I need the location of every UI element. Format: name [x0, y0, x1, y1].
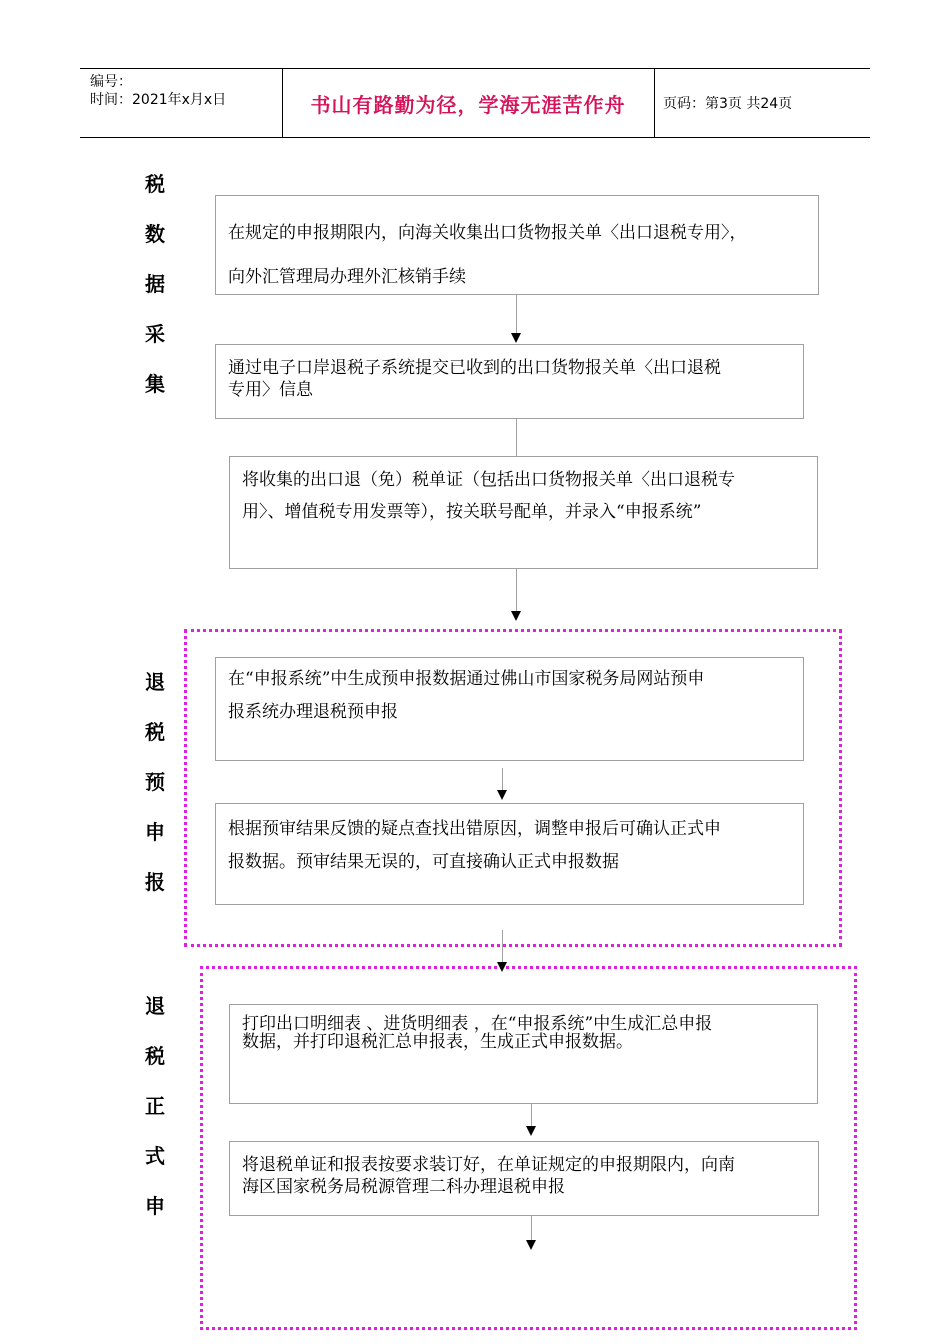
connector-line — [502, 930, 503, 962]
label-char: 据 — [145, 272, 165, 296]
step-text: 通过电子口岸退税子系统提交已收到的出口货物报关单〈出口退税 — [228, 358, 721, 378]
step-text: 向外汇管理局办理外汇核销手续 — [228, 267, 466, 287]
label-char: 税 — [145, 720, 165, 744]
arrow-down-icon — [497, 790, 507, 800]
step-text: 将退税单证和报表按要求装订好，在单证规定的申报期限内，向南 — [242, 1155, 735, 1175]
connector-line — [516, 295, 517, 333]
step-text: 根据预审结果反馈的疑点查找出错原因，调整申报后可确认正式申 — [228, 819, 721, 839]
label-char: 正 — [145, 1094, 165, 1118]
header-meta — [80, 69, 283, 137]
header-motto: 书山有路勤为径，学海无涯苦作舟 — [310, 92, 626, 117]
header-page-info: 页码：第3页 共24页 — [663, 96, 793, 112]
label-char: 税 — [145, 172, 165, 196]
label-char: 数 — [145, 222, 165, 246]
label-char: 报 — [145, 870, 165, 894]
arrow-down-icon — [511, 611, 521, 621]
step-box-collect-docs — [215, 195, 819, 295]
label-char: 预 — [145, 770, 165, 794]
label-char: 式 — [145, 1144, 165, 1168]
step-box-adjust-confirm — [215, 803, 804, 905]
page-header — [80, 68, 870, 138]
step-text: 专用〉信息 — [228, 380, 313, 400]
step-text: 在规定的申报期限内，向海关收集出口货物报关单〈出口退税专用〉， — [228, 223, 747, 243]
step-box-pre-report — [215, 657, 804, 761]
step-text: 报系统办理退税预申报 — [228, 702, 398, 722]
arrow-down-icon — [526, 1240, 536, 1250]
label-data-collection — [140, 172, 170, 422]
arrow-down-icon — [526, 1126, 536, 1136]
step-text: 数据，并打印退税汇总申报表，生成正式申报数据。 — [242, 1032, 633, 1052]
step-box-print-summary — [229, 1004, 818, 1104]
connector-line — [502, 768, 503, 790]
step-text: 在“申报系统”中生成预申报数据通过佛山市国家税务局网站预申 — [228, 669, 705, 689]
header-page-cell — [655, 69, 870, 137]
step-text: 将收集的出口退（免）税单证（包括出口货物报关单〈出口退税专 — [242, 470, 735, 490]
step-box-submit-port — [215, 344, 804, 419]
step-box-submit-formal — [229, 1141, 819, 1216]
label-char: 退 — [145, 994, 165, 1018]
label-char: 退 — [145, 670, 165, 694]
label-char: 采 — [145, 322, 165, 346]
header-number: 编号： — [90, 74, 132, 90]
connector-line — [531, 1104, 532, 1126]
label-pre-report — [140, 670, 170, 920]
connector-line — [516, 569, 517, 611]
arrow-down-icon — [497, 962, 507, 972]
step-box-match-records — [229, 456, 818, 569]
step-text: 打印出口明细表 、进货明细表 ，在“申报系统”中生成汇总申报 — [242, 1014, 713, 1034]
label-char: 申 — [145, 1194, 165, 1218]
label-char: 集 — [145, 372, 165, 396]
arrow-down-icon — [511, 333, 521, 343]
header-motto-cell — [282, 69, 655, 137]
label-char: 税 — [145, 1044, 165, 1068]
step-text: 用〉、增值税专用发票等），按关联号配单，并录入“申报系统” — [242, 502, 702, 522]
header-time: 时间：2021年x月x日 — [90, 92, 227, 108]
connector-line — [531, 1216, 532, 1240]
label-formal-report — [140, 994, 170, 1244]
step-text: 海区国家税务局税源管理二科办理退税申报 — [242, 1177, 565, 1197]
label-char: 申 — [145, 820, 165, 844]
step-text: 报数据。预审结果无误的，可直接确认正式申报数据 — [228, 852, 619, 872]
